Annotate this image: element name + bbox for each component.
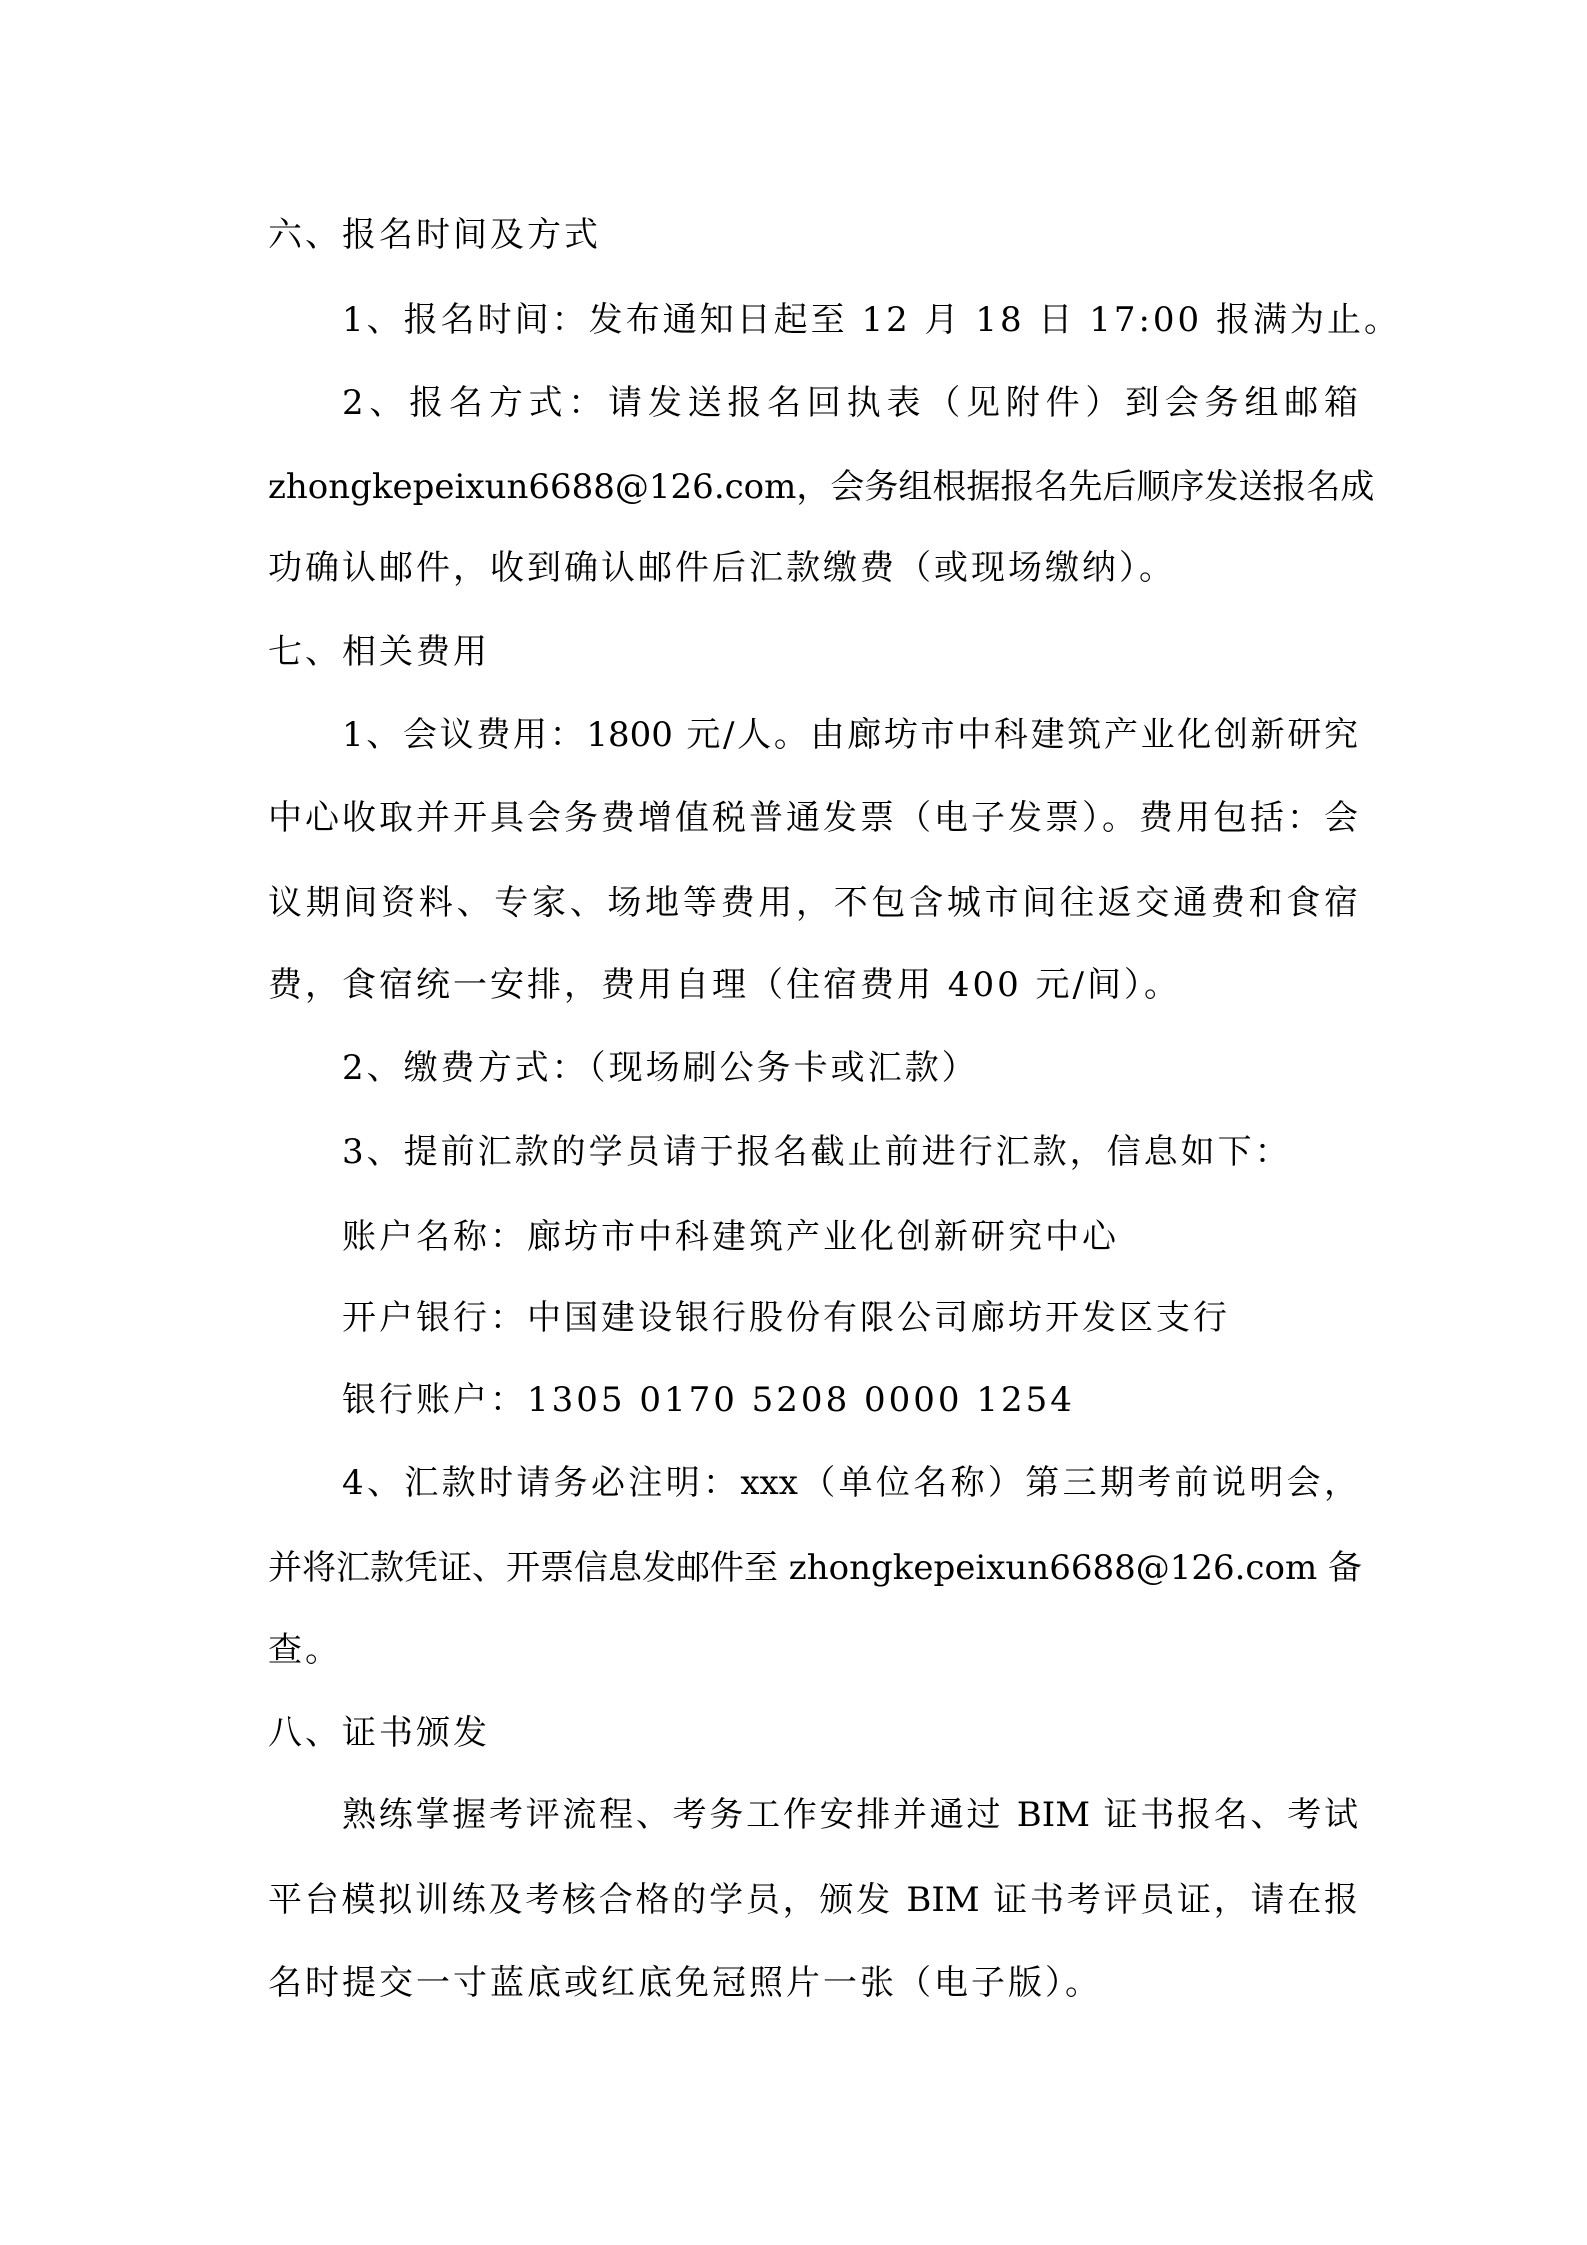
meeting-fee-paragraph-cont2: 议期间资料、专家、场地等费用，不包含城市间往返交通费和食宿 [268,883,1358,923]
registration-method-paragraph-end: 功确认邮件，收到确认邮件后汇款缴费（或现场缴纳）。 [268,548,1176,588]
prepayment-paragraph: 3、提前汇款的学员请于报名截止前进行汇款，信息如下： [342,1132,1292,1172]
registration-method-paragraph: 2、报名方式：请发送报名回执表（见附件）到会务组邮箱 [342,383,1358,423]
section-heading-fees: 七、相关费用 [268,632,490,672]
meeting-fee-paragraph: 1、会议费用：1800 元/人。由廊坊市中科建筑产业化创新研究 [342,715,1358,755]
meeting-fee-paragraph-cont1: 中心收取并开具会务费增值税普通发票（电子发票）。费用包括：会 [268,798,1358,838]
remittance-note-paragraph: 4、汇款时请务必注明：xxx（单位名称）第三期考前说明会， [342,1463,1358,1503]
section-heading-certificate: 八、证书颁发 [268,1713,490,1753]
remittance-note-paragraph-end: 查。 [268,1630,342,1670]
meeting-fee-paragraph-end: 费，食宿统一安排，费用自理（住宿费用 400 元/间）。 [268,965,1181,1005]
registration-method-paragraph-cont: zhongkepeixun6688@126.com，会务组根据报名先后顺序发送报名成 [268,467,1375,507]
account-number-line: 银行账户：1305 0170 5208 0000 1254 [342,1380,1075,1420]
certificate-paragraph: 熟练掌握考评流程、考务工作安排并通过 BIM 证书报名、考试 [342,1795,1358,1835]
registration-time-paragraph: 1、报名时间：发布通知日起至 12 月 18 日 17:00 报满为止。 [342,300,1401,340]
account-name-line: 账户名称：廊坊市中科建筑产业化创新研究中心 [342,1217,1119,1257]
bank-name-line: 开户银行：中国建设银行股份有限公司廊坊开发区支行 [342,1298,1230,1338]
certificate-paragraph-cont: 平台模拟训练及考核合格的学员，颁发 BIM 证书考评员证，请在报 [268,1880,1358,1920]
section-heading-registration: 六、报名时间及方式 [268,215,601,255]
certificate-paragraph-end: 名时提交一寸蓝底或红底免冠照片一张（电子版）。 [268,1963,1102,2003]
remittance-note-paragraph-cont: 并将汇款凭证、开票信息发邮件至 zhongkepeixun6688@126.com 备 [268,1548,1362,1588]
payment-method-paragraph: 2、缴费方式：（现场刷公务卡或汇款） [342,1048,979,1088]
